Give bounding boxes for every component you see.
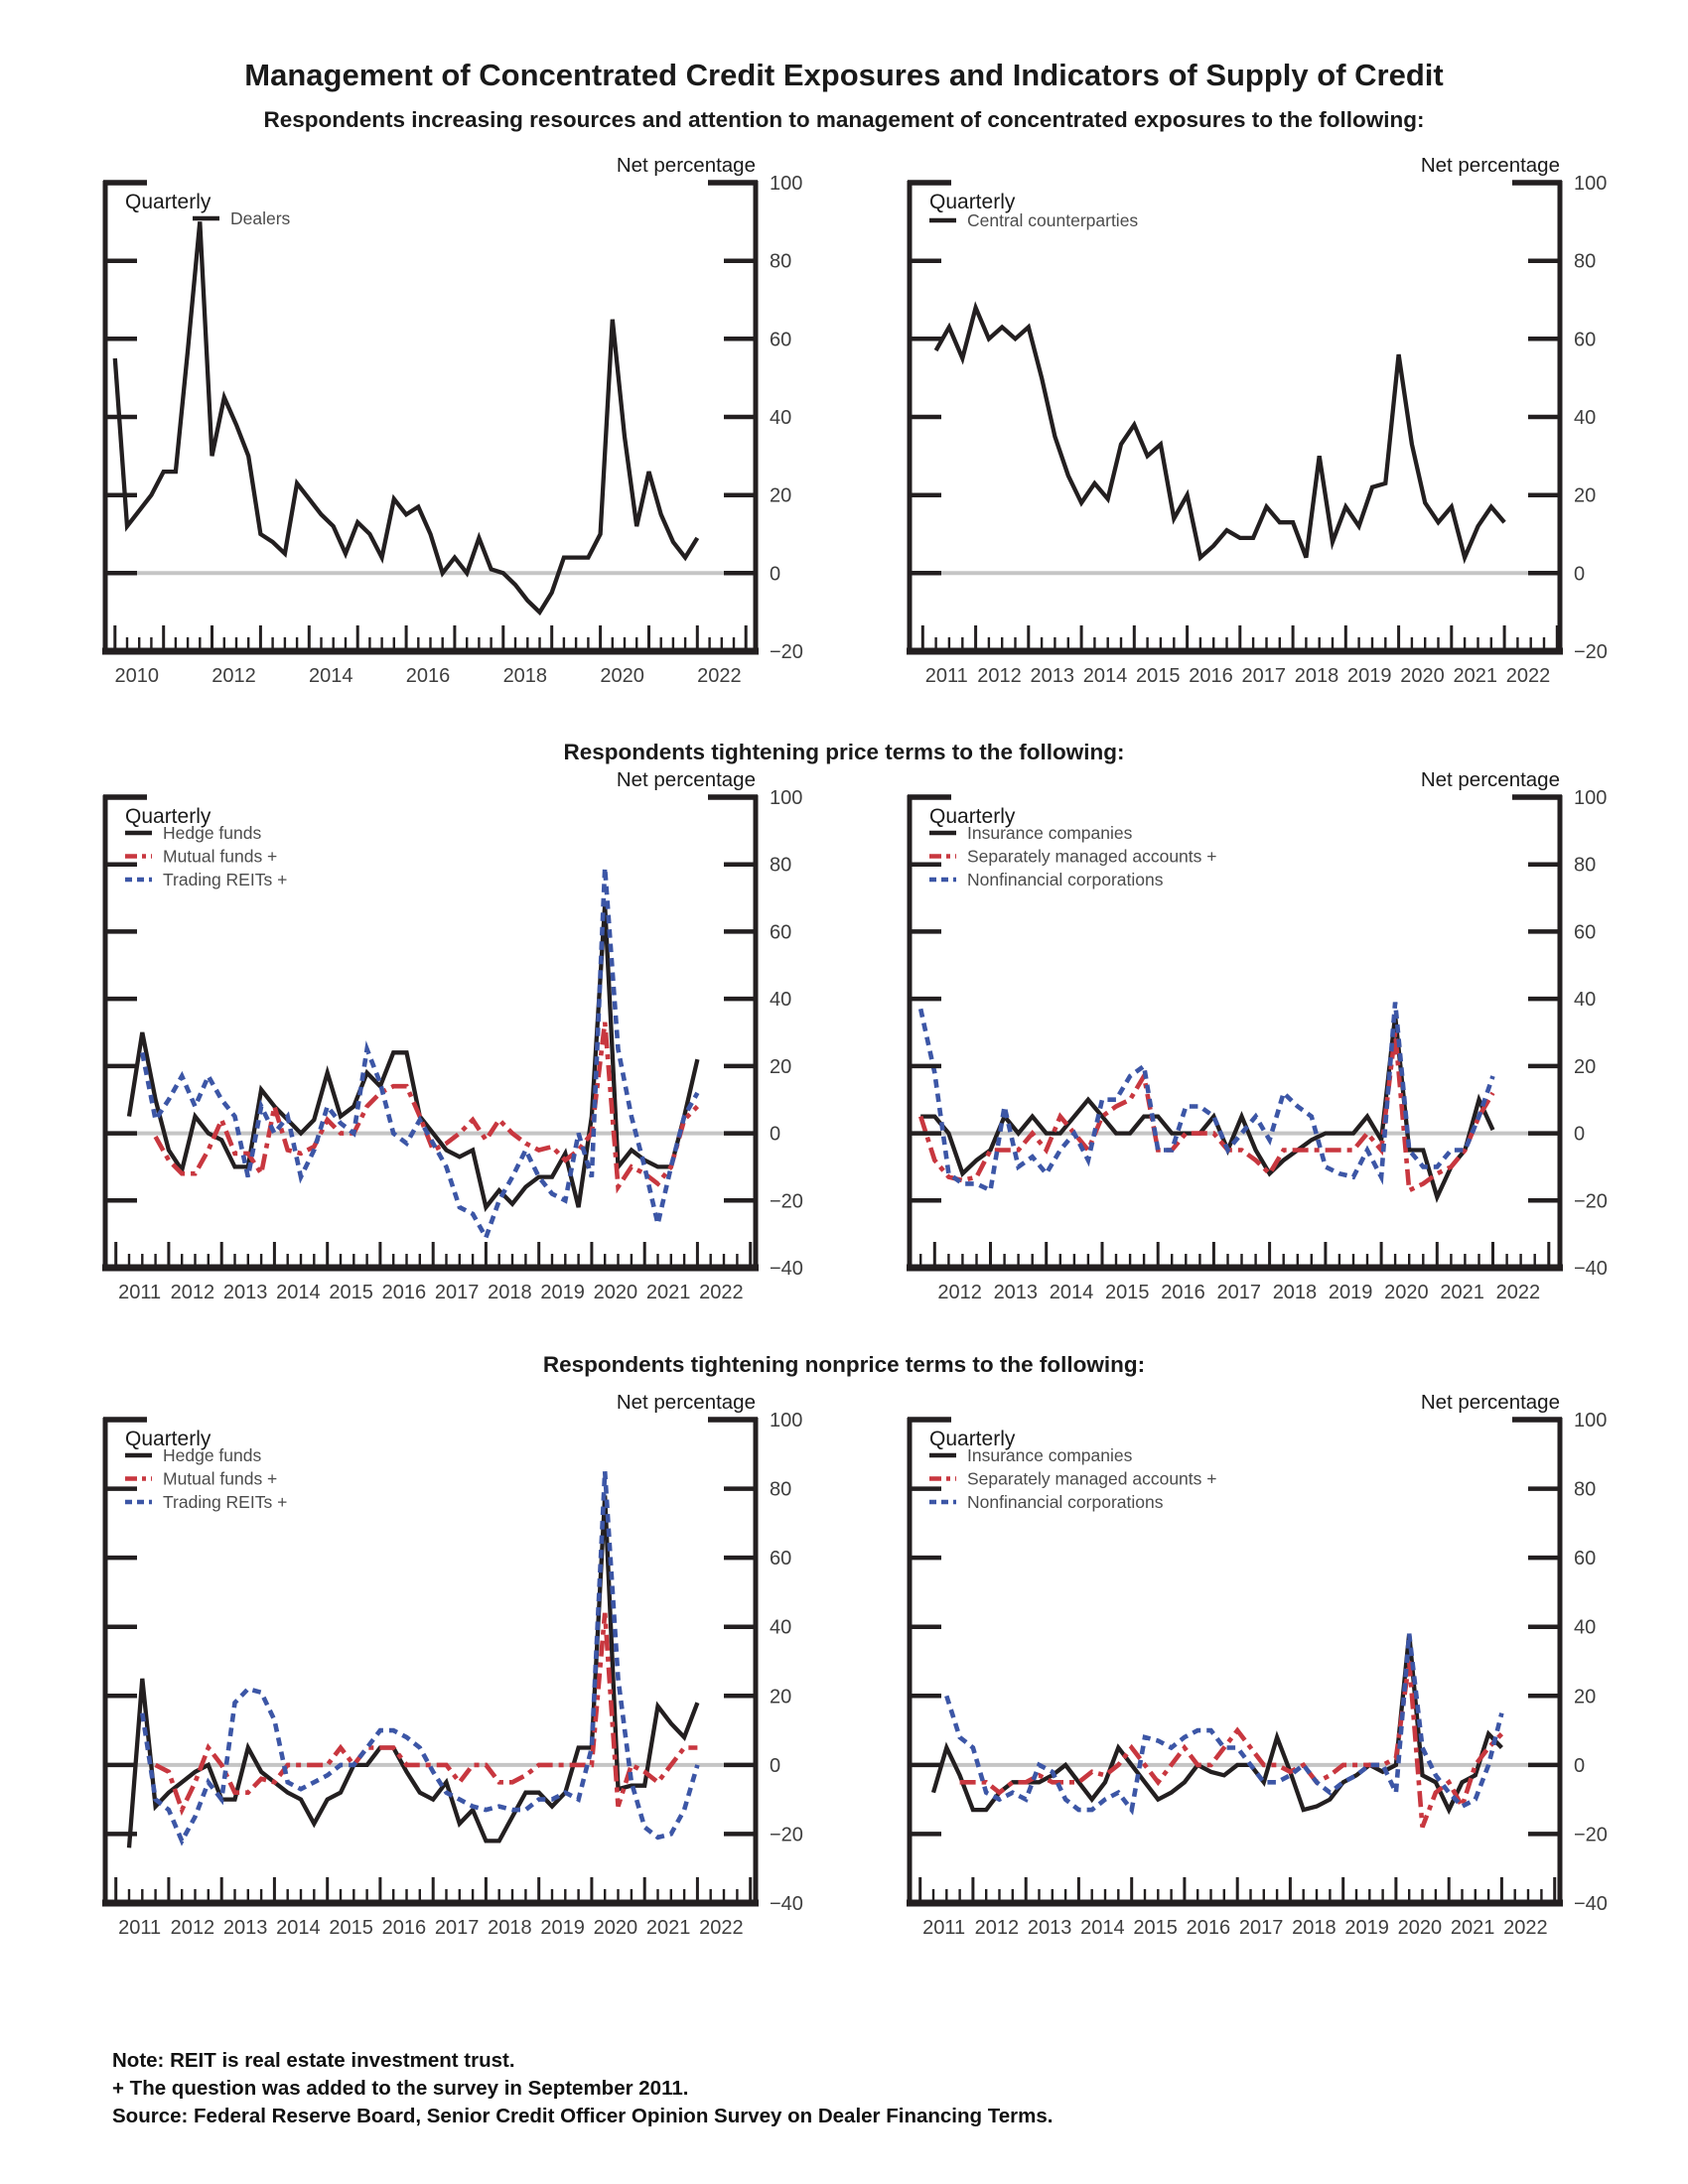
net-percentage-label: Net percentage <box>616 1391 756 1414</box>
x-axis-ticks <box>116 1242 751 1265</box>
x-tick-label: 2012 <box>211 665 256 687</box>
frequency-label: Quarterly <box>125 1428 211 1450</box>
y-tick-label: −20 <box>770 1190 803 1213</box>
y-tick-label: 40 <box>1574 989 1597 1012</box>
x-axis-labels <box>115 665 742 687</box>
x-tick-label: 2021 <box>1450 1917 1495 1939</box>
x-tick-label: 2015 <box>1133 1917 1178 1939</box>
y-tick-label: 40 <box>770 407 792 429</box>
y-tick-label: 0 <box>1574 1123 1586 1146</box>
legend-label: Mutual funds + <box>163 1468 278 1489</box>
x-axis-ticks <box>920 1242 1549 1265</box>
x-tick-label: 2022 <box>1503 1917 1548 1939</box>
panel-nonprice-terms-funds <box>95 1390 835 1971</box>
x-axis-ticks <box>922 625 1557 648</box>
frequency-label: Quarterly <box>929 1428 1016 1450</box>
x-tick-label: 2022 <box>1495 1282 1541 1303</box>
legend-label: Nonfinancial corporations <box>967 1492 1164 1512</box>
x-tick-label: 2022 <box>1505 665 1551 687</box>
y-tick-label: 60 <box>770 921 792 944</box>
y-axis-ticks <box>913 183 1558 651</box>
y-tick-label: 80 <box>770 250 792 273</box>
section-title-management: Respondents increasing resources and attention to management of concentrated exposures to the following: <box>263 107 1425 132</box>
series-Dealers <box>115 221 698 612</box>
y-axis-labels <box>770 787 803 1280</box>
y-tick-label: 60 <box>1574 921 1597 944</box>
x-axis-labels <box>118 1282 744 1303</box>
y-tick-label: 100 <box>770 787 803 809</box>
x-tick-label: 2014 <box>309 665 353 687</box>
frequency-label: Quarterly <box>929 805 1016 828</box>
x-tick-label: 2016 <box>405 665 451 687</box>
x-tick-label: 2013 <box>222 1917 268 1939</box>
x-tick-label: 2019 <box>540 1282 585 1303</box>
x-tick-label: 2013 <box>222 1282 268 1303</box>
legend-label: Nonfinancial corporations <box>967 870 1164 889</box>
x-axis-labels <box>118 1917 744 1939</box>
y-tick-label: 0 <box>1574 1754 1586 1777</box>
y-tick-label: 80 <box>1574 854 1597 877</box>
legend-label: Central counterparties <box>967 210 1139 230</box>
x-tick-label: 2016 <box>381 1282 427 1303</box>
panel-price-terms-funds <box>95 767 835 1348</box>
x-tick-label: 2020 <box>600 665 644 687</box>
x-axis-labels <box>937 1282 1540 1303</box>
x-tick-label: 2020 <box>1400 665 1445 687</box>
x-tick-label: 2012 <box>937 1282 982 1303</box>
y-tick-label: −40 <box>770 1258 803 1280</box>
y-axis-labels <box>1574 1410 1608 1915</box>
x-tick-label: 2016 <box>1161 1282 1205 1303</box>
page-title: Management of Concentrated Credit Exposures and Indicators of Supply of Credit <box>244 58 1444 92</box>
y-tick-label: 100 <box>770 1410 803 1432</box>
panel-management-dealers <box>95 153 835 734</box>
x-tick-label: 2014 <box>276 1917 321 1939</box>
x-tick-label: 2022 <box>699 1282 744 1303</box>
y-tick-label: −40 <box>1574 1893 1608 1915</box>
y-tick-label: 20 <box>1574 1055 1597 1078</box>
x-tick-label: 2013 <box>1027 1917 1072 1939</box>
x-tick-label: 2019 <box>1344 1917 1389 1939</box>
plot-frame <box>102 1418 759 1903</box>
y-tick-label: 0 <box>770 1754 781 1777</box>
x-tick-label: 2014 <box>1049 1282 1094 1303</box>
y-axis-ticks <box>913 797 1558 1268</box>
y-tick-label: 60 <box>770 1548 792 1570</box>
x-axis-ticks <box>920 1877 1555 1900</box>
x-tick-label: 2018 <box>488 1917 532 1939</box>
x-tick-label: 2017 <box>434 1282 480 1303</box>
y-tick-label: 0 <box>1574 563 1586 586</box>
x-axis-ticks <box>115 625 746 648</box>
y-tick-label: 0 <box>770 1123 781 1146</box>
x-axis-labels <box>922 1917 1548 1939</box>
chart-price-terms-funds <box>95 767 835 1348</box>
section-title-nonprice-terms: Respondents tightening nonprice terms to the following: <box>542 1352 1146 1377</box>
footnote-note: Note: REIT is real estate investment trust. <box>112 2049 515 2072</box>
chart-nonprice-terms-funds <box>95 1390 835 1971</box>
panel-price-terms-institutions <box>900 767 1639 1348</box>
x-tick-label: 2015 <box>1105 1282 1150 1303</box>
x-tick-label: 2016 <box>1189 665 1233 687</box>
x-tick-label: 2012 <box>170 1917 215 1939</box>
plot-frame <box>907 1418 1563 1903</box>
x-tick-label: 2011 <box>924 665 968 687</box>
y-axis-labels <box>1574 173 1608 663</box>
x-tick-label: 2013 <box>993 1282 1039 1303</box>
x-tick-label: 2011 <box>922 1917 966 1939</box>
legend-label: Separately managed accounts + <box>967 1468 1217 1489</box>
x-tick-label: 2018 <box>502 665 548 687</box>
x-tick-label: 2017 <box>434 1917 480 1939</box>
x-tick-label: 2010 <box>114 665 160 687</box>
footnote-plus: + The question was added to the survey in September 2011. <box>112 2077 689 2100</box>
y-axis-labels <box>770 1410 803 1915</box>
y-tick-label: 40 <box>1574 1616 1597 1639</box>
y-axis-ticks <box>108 797 754 1268</box>
y-tick-label: −20 <box>1574 1824 1608 1846</box>
y-tick-label: 20 <box>770 484 792 507</box>
footnotes <box>112 2047 1053 2130</box>
x-tick-label: 2015 <box>329 1282 373 1303</box>
x-axis-ticks <box>116 1877 751 1900</box>
x-tick-label: 2019 <box>540 1917 585 1939</box>
y-tick-label: 100 <box>770 173 803 195</box>
x-tick-label: 2020 <box>593 1282 638 1303</box>
y-tick-label: −40 <box>770 1893 803 1915</box>
y-tick-label: 80 <box>1574 1478 1597 1501</box>
x-tick-label: 2016 <box>1186 1917 1231 1939</box>
frequency-label: Quarterly <box>125 805 211 828</box>
x-tick-label: 2021 <box>645 1282 691 1303</box>
x-tick-label: 2022 <box>699 1917 744 1939</box>
legend-label: Dealers <box>230 208 291 228</box>
x-tick-label: 2012 <box>977 665 1022 687</box>
x-tick-label: 2013 <box>1030 665 1075 687</box>
x-tick-label: 2017 <box>1241 665 1287 687</box>
y-tick-label: 20 <box>770 1055 792 1078</box>
y-tick-label: 40 <box>770 1616 792 1639</box>
net-percentage-label: Net percentage <box>1420 1391 1560 1414</box>
x-tick-label: 2015 <box>1136 665 1181 687</box>
y-tick-label: 60 <box>770 329 792 351</box>
y-tick-label: −40 <box>1574 1258 1608 1280</box>
x-tick-label: 2017 <box>1216 1282 1261 1303</box>
x-tick-label: 2018 <box>1292 1917 1336 1939</box>
frequency-label: Quarterly <box>125 191 211 213</box>
net-percentage-label: Net percentage <box>616 154 756 177</box>
x-tick-label: 2019 <box>1347 665 1392 687</box>
y-tick-label: 0 <box>770 563 781 586</box>
series-Hedge funds <box>129 1496 697 1848</box>
panel-nonprice-terms-institutions <box>900 1390 1639 1971</box>
y-tick-label: 20 <box>1574 484 1597 507</box>
y-tick-label: −20 <box>770 641 803 663</box>
x-tick-label: 2021 <box>645 1917 691 1939</box>
section-title-price-terms: Respondents tightening price terms to the following: <box>563 740 1125 764</box>
panel-management-central-counterparties <box>900 153 1639 734</box>
net-percentage-label: Net percentage <box>1420 768 1560 791</box>
x-tick-label: 2017 <box>1238 1917 1284 1939</box>
chart-management-central-counterparties <box>900 153 1639 734</box>
y-tick-label: 20 <box>1574 1686 1597 1708</box>
x-tick-label: 2020 <box>1384 1282 1429 1303</box>
y-tick-label: 80 <box>1574 250 1597 273</box>
chart-nonprice-terms-institutions <box>900 1390 1639 1971</box>
y-tick-label: −20 <box>1574 641 1608 663</box>
x-tick-label: 2020 <box>593 1917 638 1939</box>
legend-label: Mutual funds + <box>163 846 278 867</box>
y-axis-labels <box>770 173 803 663</box>
x-tick-label: 2022 <box>697 665 742 687</box>
y-axis-labels <box>1574 787 1608 1280</box>
x-tick-label: 2018 <box>1294 665 1339 687</box>
y-tick-label: 40 <box>770 989 792 1012</box>
x-tick-label: 2014 <box>1080 1917 1125 1939</box>
y-tick-label: 100 <box>1574 787 1608 809</box>
y-tick-label: −20 <box>770 1824 803 1846</box>
y-tick-label: 100 <box>1574 173 1608 195</box>
x-tick-label: 2015 <box>329 1917 373 1939</box>
y-tick-label: 60 <box>1574 329 1597 351</box>
legend-label: Hedge funds <box>163 823 262 843</box>
legend <box>125 823 287 889</box>
y-tick-label: 20 <box>770 1686 792 1708</box>
chart-management-dealers <box>95 153 835 734</box>
frequency-label: Quarterly <box>929 191 1016 213</box>
x-tick-label: 2021 <box>1453 665 1498 687</box>
x-tick-label: 2012 <box>974 1917 1020 1939</box>
legend-label: Trading REITs + <box>163 870 288 889</box>
chart-price-terms-institutions <box>900 767 1639 1348</box>
net-percentage-label: Net percentage <box>1420 154 1560 177</box>
x-tick-label: 2018 <box>1272 1282 1318 1303</box>
legend-label: Insurance companies <box>967 823 1133 843</box>
series-Central counterparties <box>936 308 1505 558</box>
x-tick-label: 2019 <box>1328 1282 1373 1303</box>
y-tick-label: 100 <box>1574 1410 1608 1432</box>
x-tick-label: 2012 <box>170 1282 215 1303</box>
legend <box>929 1445 1217 1512</box>
x-tick-label: 2011 <box>118 1917 162 1939</box>
footnote-source: Source: Federal Reserve Board, Senior Credit Officer Opinion Survey on Dealer Financing Terms. <box>112 2105 1054 2127</box>
legend <box>929 823 1217 889</box>
legend <box>929 210 1138 230</box>
y-tick-label: 80 <box>770 854 792 877</box>
y-tick-label: −20 <box>1574 1190 1608 1213</box>
x-tick-label: 2021 <box>1440 1282 1484 1303</box>
y-tick-label: 40 <box>1574 407 1597 429</box>
y-tick-label: 80 <box>770 1478 792 1501</box>
x-tick-label: 2016 <box>381 1917 427 1939</box>
x-axis-labels <box>925 665 1551 687</box>
legend-label: Separately managed accounts + <box>967 846 1217 867</box>
x-tick-label: 2011 <box>118 1282 162 1303</box>
x-tick-label: 2014 <box>276 1282 321 1303</box>
legend-label: Insurance companies <box>967 1445 1133 1465</box>
net-percentage-label: Net percentage <box>616 768 756 791</box>
legend <box>125 1445 287 1512</box>
plot-frame <box>907 181 1563 651</box>
x-tick-label: 2018 <box>488 1282 532 1303</box>
y-tick-label: 60 <box>1574 1548 1597 1570</box>
x-tick-label: 2020 <box>1397 1917 1443 1939</box>
x-tick-label: 2014 <box>1082 665 1128 687</box>
legend-label: Hedge funds <box>163 1445 262 1465</box>
y-axis-ticks <box>108 183 754 651</box>
legend-label: Trading REITs + <box>163 1492 288 1512</box>
